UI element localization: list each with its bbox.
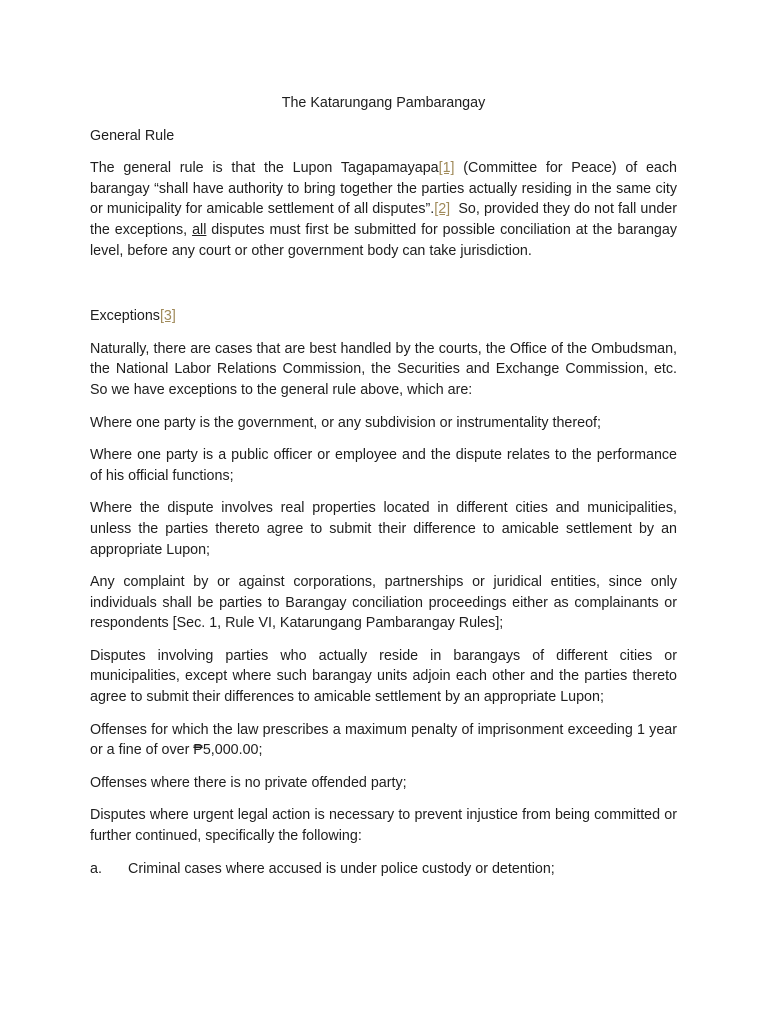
exceptions-intro: Naturally, there are cases that are best handled by the courts, the Office of the Ombudsman, the National Labor Relations Commission, the Securities and Exchange Commission, etc. So we have exceptions to the general rule above, which are: (90, 340, 677, 398)
exception-item: Any complaint by or against corporations, partnerships or juridical entities, since only individuals shall be parties to Barangay conciliation proceedings either as complainants or respondents [Sec. 1, Rule VI, Katarungang Pambarangay Rules]; (90, 574, 677, 632)
section-spacer (90, 273, 677, 306)
document-title: The Katarungang Pambarangay (281, 95, 486, 111)
general-rule-text-b: (Committee for Peace) of each barangay “shall have authority to bring together the parties actually residing in the same city or municipality for amicable settlement of all disputes”. (90, 160, 677, 218)
footnote-link-1[interactable]: [1] (438, 160, 455, 177)
exceptions-heading (90, 306, 677, 327)
exception-item: Where one party is the government, or any subdivision or instrumentality thereof; (90, 414, 601, 431)
general-rule-text-a: The general rule is that the Lupon Tagapamayapa (90, 160, 439, 177)
exception-item: Offenses for which the law prescribes a maximum penalty of imprisonment exceeding 1 year or a fine of over ₱5,000.00; (90, 721, 677, 759)
sub-list-marker: a. (90, 860, 102, 877)
exception-item: Disputes involving parties who actually reside in barangays of different cities or municipalities, except where such barangay units adjoin each other and the parties thereto agree to submit their differences to amicable settlement by an appropriate Lupon; (90, 647, 677, 706)
exception-item: Where the dispute involves real properties located in different cities and municipalities, unless the parties thereto agree to submit their difference to amicable settlement by an appropriate Lupon; (90, 500, 677, 558)
exception-item: Disputes where urgent legal action is necessary to prevent injustice from being committed or further continued, specifically the following: (90, 807, 677, 845)
footnote-link-3[interactable]: [3] (159, 308, 176, 325)
exceptions-heading-text: Exceptions (90, 308, 160, 325)
document-page (90, 93, 681, 891)
exception-item: Where one party is a public officer or employee and the dispute relates to the performance of his official functions; (90, 447, 677, 484)
general-rule-heading: General Rule (90, 127, 175, 144)
general-rule-text-d: disputes must first be submitted for possible conciliation at the barangay level, before any court or other government body can take jurisdiction. (90, 221, 677, 259)
footnote-link-2[interactable]: [2] (434, 201, 451, 218)
general-rule-paragraph (90, 158, 681, 261)
sub-list-item (90, 859, 677, 880)
general-rule-text-c: So, provided they do not fall under the exceptions, (90, 201, 681, 238)
exception-item: Offenses where there is no private offended party; (90, 774, 407, 791)
general-rule-underlined-all: all (192, 221, 207, 238)
sub-list-text: Criminal cases where accused is under police custody or detention; (128, 860, 555, 877)
